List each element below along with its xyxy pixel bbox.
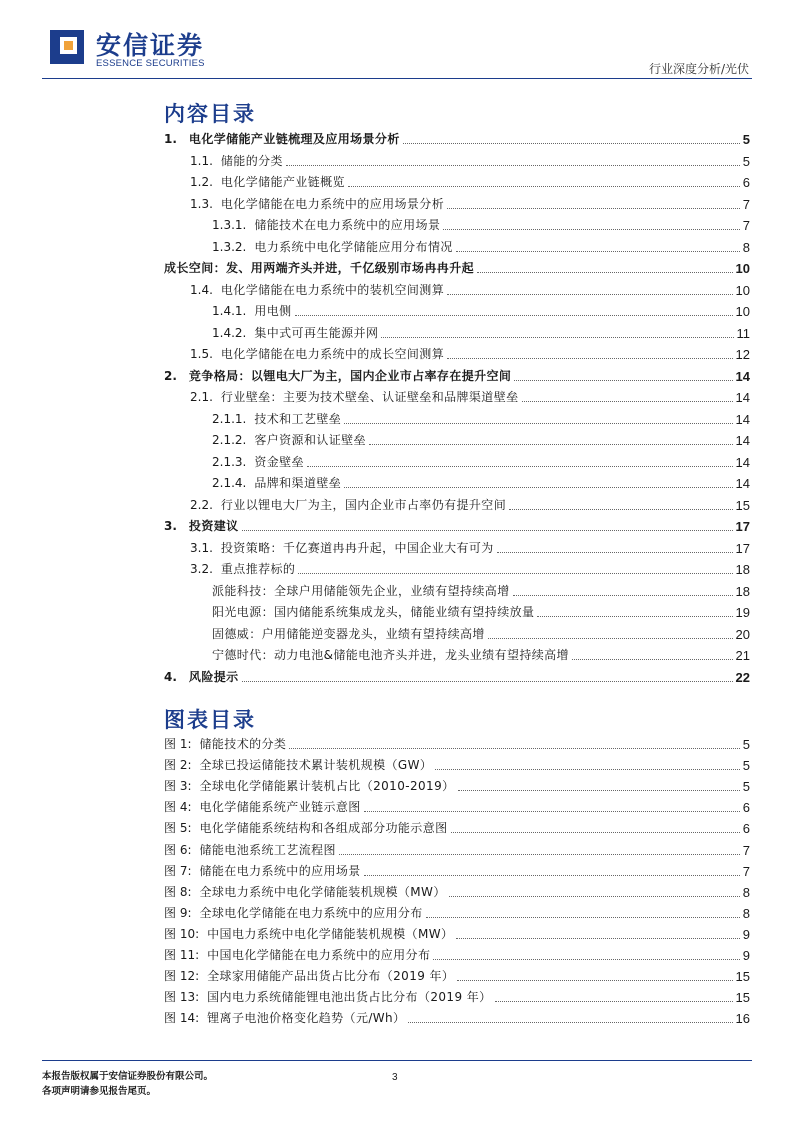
toc-entry-number: 2.1.3. <box>212 454 247 469</box>
figure-entry-number: 图 6: <box>164 842 192 857</box>
toc-entry-number: 2.1.1. <box>212 411 247 426</box>
toc-entry[interactable] <box>190 384 750 405</box>
toc-entry-title: 储能技术在电力系统中的应用场景 <box>254 218 441 232</box>
toc-entry-title: 固德威：户用储能逆变器龙头，业绩有望持续高增 <box>212 626 485 641</box>
toc-entry[interactable] <box>190 191 750 212</box>
toc-entry[interactable] <box>212 449 750 470</box>
toc-entry-page: 6 <box>742 175 750 190</box>
toc-entry[interactable] <box>164 513 750 534</box>
toc-entry-title: 电力系统中电化学储能应用分布情况 <box>254 239 453 254</box>
toc-dot-leader <box>344 487 732 488</box>
toc-entry-page: 14 <box>735 433 750 448</box>
toc-dot-leader <box>369 444 733 445</box>
toc-entry[interactable] <box>212 427 750 448</box>
toc-entry-number: 3.1. <box>190 540 213 555</box>
figure-entry-number: 图 14: <box>164 1011 200 1026</box>
figure-dot-leader <box>451 832 740 833</box>
figure-entry[interactable] <box>164 752 750 773</box>
toc-entry-page: 5 <box>742 132 750 147</box>
toc-entry-title: 阳光电源：国内储能系统集成龙头，储能业绩有望持续放量 <box>212 605 535 619</box>
figure-entry-number: 图 13: <box>164 990 200 1005</box>
toc-dot-leader <box>443 229 739 230</box>
toc-entry-page: 7 <box>742 196 750 212</box>
footer-copyright: 本报告版权属于安信证券股份有限公司。 <box>42 1071 214 1082</box>
toc-entry-number: 1. <box>164 132 177 146</box>
figure-entry-number: 图 2: <box>164 758 192 773</box>
toc-entry[interactable] <box>212 621 750 642</box>
toc-entry-title: 行业以锂电大厂为主，国内企业市占率仍有提升空间 <box>220 497 507 512</box>
figure-entry-title: 中国电化学储能在电力系统中的应用分布 <box>207 948 431 962</box>
toc-entry-number: 3.2. <box>190 562 213 576</box>
toc-entry-number: 1.1. <box>190 153 213 168</box>
toc-entry[interactable] <box>212 406 750 427</box>
figure-entry[interactable] <box>164 837 750 858</box>
figure-entry-title: 国内电力系统储能锂电池出货占比分布（2019 年） <box>207 990 492 1005</box>
figure-entry-number: 图 4: <box>164 800 192 815</box>
toc-entry-number: 2.2. <box>190 497 213 512</box>
toc-entry[interactable] <box>212 578 750 599</box>
figure-entry-title: 全球电化学储能在电力系统中的应用分布 <box>199 905 423 920</box>
figure-list-title: 图表目录 <box>164 708 256 732</box>
toc-entry-page: 19 <box>735 605 750 620</box>
figure-entry-number: 图 12: <box>164 969 200 984</box>
toc-dot-leader <box>381 337 733 338</box>
toc-entry-page: 14 <box>735 390 750 405</box>
header-divider <box>42 78 752 79</box>
figure-entry[interactable] <box>164 731 750 752</box>
toc-entry-title: 电化学储能产业链概览 <box>220 175 345 189</box>
toc-dot-leader <box>447 294 732 295</box>
toc-entry-title: 竞争格局：以锂电大厂为主，国内企业市占率存在提升空间 <box>188 368 512 383</box>
essence-logo-icon <box>50 30 84 64</box>
figure-entry-number: 图 7: <box>164 863 192 878</box>
toc-dot-leader <box>242 681 733 682</box>
figure-dot-leader <box>495 1001 733 1002</box>
toc-dot-leader <box>509 509 732 510</box>
toc-entry-title: 风险提示 <box>188 669 239 684</box>
toc-entry-number: 1.2. <box>190 175 213 189</box>
toc-entry-page: 14 <box>735 411 750 427</box>
toc-entry[interactable] <box>164 255 750 276</box>
toc-entry[interactable] <box>190 556 750 577</box>
toc-dot-leader <box>572 659 733 660</box>
toc-entry[interactable] <box>212 470 750 491</box>
toc-entry-number: 1.4. <box>190 282 213 297</box>
figure-dot-leader <box>289 748 739 749</box>
toc-entry-title: 资金壁垒 <box>254 454 304 469</box>
toc-entry-page: 14 <box>735 454 750 470</box>
toc-entry[interactable] <box>212 642 750 663</box>
footer-divider <box>42 1060 752 1061</box>
toc-entry-number: 2.1.2. <box>212 433 247 447</box>
page-header <box>0 0 793 80</box>
toc-entry-page: 17 <box>735 519 750 534</box>
toc-entry-number: 2.1.4. <box>212 476 247 490</box>
toc-dot-leader <box>477 272 733 273</box>
toc-entry-title: 重点推荐标的 <box>220 562 296 576</box>
figure-entry[interactable] <box>164 773 750 794</box>
toc-entry[interactable] <box>190 277 750 298</box>
figure-entry-title: 全球家用储能产品出货占比分布（2019 年） <box>207 969 455 984</box>
figure-entry[interactable] <box>164 794 750 815</box>
figure-dot-leader <box>364 811 740 812</box>
figure-dot-leader <box>364 875 740 876</box>
toc-entry-number: 4. <box>164 669 177 684</box>
toc-entry-title: 电化学储能在电力系统中的成长空间测算 <box>220 347 445 361</box>
toc-entry-page: 14 <box>735 368 750 384</box>
toc-entry-title: 技术和工艺壁垒 <box>254 411 342 426</box>
toc-entry[interactable] <box>164 363 750 384</box>
toc-entry-title: 电化学储能产业链梳理及应用场景分析 <box>188 132 400 146</box>
figure-entry-page: 6 <box>742 800 750 816</box>
toc-entry-number: 1.4.2. <box>212 325 247 340</box>
toc-entry-page: 15 <box>735 497 750 513</box>
toc-entry-title: 投资策略：千亿赛道冉冉升起，中国企业大有可为 <box>220 540 494 555</box>
toc-dot-leader <box>513 595 733 596</box>
figure-entry[interactable] <box>164 815 750 836</box>
toc-entry[interactable] <box>190 169 750 190</box>
toc-entry-title: 电化学储能在电力系统中的装机空间测算 <box>220 282 445 297</box>
page-number: 3 <box>392 1072 398 1083</box>
toc-entry-number: 3. <box>164 519 177 533</box>
figure-entry-page: 9 <box>742 948 750 963</box>
toc-entry-page: 18 <box>735 562 750 577</box>
toc-dot-leader <box>497 552 733 553</box>
figure-entry[interactable] <box>164 900 750 921</box>
toc-entry-title: 用电侧 <box>254 304 292 318</box>
figure-entry[interactable] <box>164 921 750 942</box>
toc-entry-number: 1.3. <box>190 196 213 211</box>
toc-entry-page: 11 <box>736 325 750 341</box>
figure-entry-title: 电化学储能系统产业链示意图 <box>199 800 361 815</box>
toc-entry-number: 1.3.2. <box>212 239 247 254</box>
toc-entry-title: 集中式可再生能源并网 <box>254 325 379 340</box>
toc-entry-number: 2.1. <box>190 390 213 404</box>
toc-entry-title: 品牌和渠道壁垒 <box>254 476 342 490</box>
figure-entry-title: 电化学储能系统结构和各组成部分功能示意图 <box>199 821 448 836</box>
toc-entry[interactable] <box>212 234 750 255</box>
figure-entry-title: 全球已投运储能技术累计装机规模（GW） <box>199 758 433 773</box>
toc-entry-number: 1.4.1. <box>212 304 247 318</box>
toc-entry-page: 17 <box>735 540 750 556</box>
figure-entry-page: 15 <box>735 969 750 985</box>
toc-dot-leader <box>298 573 732 574</box>
toc-entry[interactable] <box>164 126 750 147</box>
toc-entry-page: 10 <box>735 304 750 319</box>
figure-dot-leader <box>456 938 739 939</box>
toc-dot-leader <box>344 423 732 424</box>
figure-entry-page: 7 <box>742 863 750 879</box>
toc-entry-page: 7 <box>742 218 750 233</box>
toc-entry-number: 1.3.1. <box>212 218 247 232</box>
toc-title: 内容目录 <box>164 102 256 126</box>
toc-entry-page: 8 <box>742 239 750 255</box>
report-type: 行业深度分析/光伏 <box>648 62 749 76</box>
figure-entry-number: 图 1: <box>164 737 192 751</box>
toc-entry[interactable] <box>190 341 750 362</box>
brand-name-cn: 安信证券 <box>96 31 205 60</box>
figure-entry-page: 5 <box>742 737 750 752</box>
figure-entry-page: 5 <box>742 758 750 774</box>
figure-entry[interactable] <box>164 1005 750 1026</box>
figure-entry-page: 7 <box>742 842 750 858</box>
toc-dot-leader <box>537 616 732 617</box>
toc-dot-leader <box>447 358 732 359</box>
figure-entry-page: 5 <box>742 779 750 795</box>
figure-entry-page: 8 <box>742 905 750 921</box>
toc-entry[interactable] <box>190 492 750 513</box>
figure-entry-title: 储能电池系统工艺流程图 <box>199 842 336 857</box>
toc-dot-leader <box>242 530 733 531</box>
toc-entry[interactable] <box>212 298 750 319</box>
figure-entry-number: 图 8: <box>164 884 192 899</box>
toc-entry-page: 10 <box>735 261 750 276</box>
toc-dot-leader <box>295 315 733 316</box>
figure-entry-title: 全球电化学储能累计装机占比（2010-2019） <box>199 779 455 794</box>
toc-entry[interactable] <box>212 599 750 620</box>
toc-entry-title: 宁德时代：动力电池&储能电池齐头并进，龙头业绩有望持续高增 <box>212 648 569 662</box>
toc-entry-title: 电化学储能在电力系统中的应用场景分析 <box>220 196 445 211</box>
toc-entry-title: 行业壁垒：主要为技术壁垒、认证壁垒和品牌渠道壁垒 <box>220 390 519 404</box>
toc-entry-page: 14 <box>735 476 750 491</box>
figure-entry-page: 6 <box>742 821 750 837</box>
footer-disclaimer: 各项声明请参见报告尾页。 <box>42 1086 157 1097</box>
toc-entry[interactable] <box>190 148 750 169</box>
toc-entry[interactable] <box>190 535 750 556</box>
toc-entry-page: 10 <box>735 282 750 298</box>
figure-dot-leader <box>435 769 740 770</box>
toc-entry-title: 派能科技：全球户用储能领先企业，业绩有望持续高增 <box>212 583 510 598</box>
figure-entry[interactable] <box>164 879 750 900</box>
toc-entry-page: 20 <box>735 626 750 642</box>
figure-entry-title: 全球电力系统中电化学储能装机规模（MW） <box>199 884 446 899</box>
toc-entry[interactable] <box>212 320 750 341</box>
toc-entry-page: 12 <box>735 347 750 362</box>
toc-entry-number: 2. <box>164 368 177 383</box>
figure-entry-title: 锂离子电池价格变化趋势（元/Wh） <box>207 1011 406 1026</box>
toc-entry-page: 22 <box>735 669 750 685</box>
figure-dot-leader <box>433 959 739 960</box>
figure-entry-page: 8 <box>742 884 750 900</box>
toc-entry[interactable] <box>164 664 750 685</box>
toc-dot-leader <box>447 208 740 209</box>
figure-entry[interactable] <box>164 858 750 879</box>
figure-dot-leader <box>408 1022 732 1023</box>
figure-entry-number: 图 10: <box>164 926 200 941</box>
figure-entry-page: 9 <box>742 926 750 942</box>
toc-dot-leader <box>488 638 733 639</box>
figure-dot-leader <box>449 896 740 897</box>
figure-entry-number: 图 9: <box>164 905 192 920</box>
toc-dot-leader <box>514 380 732 381</box>
toc-entry-page: 5 <box>742 153 750 169</box>
toc-entry[interactable] <box>212 212 750 233</box>
figure-entry-number: 图 5: <box>164 821 192 836</box>
figure-dot-leader <box>457 980 732 981</box>
figure-entry-title: 储能技术的分类 <box>199 737 287 751</box>
toc-dot-leader <box>403 143 740 144</box>
figure-entry[interactable] <box>164 942 750 963</box>
figure-entry[interactable] <box>164 963 750 984</box>
figure-entry-number: 图 3: <box>164 779 192 794</box>
toc-entry-title: 投资建议 <box>188 519 239 533</box>
figure-entry-number: 图 11: <box>164 948 200 962</box>
figure-dot-leader <box>458 790 740 791</box>
toc-entry-page: 21 <box>735 648 750 663</box>
toc-dot-leader <box>286 165 740 166</box>
figure-entry[interactable] <box>164 984 750 1005</box>
toc-entry-title: 成长空间：发、用两端齐头并进，千亿级别市场冉冉升起 <box>164 261 475 275</box>
toc-entry-number: 1.5. <box>190 347 213 361</box>
toc-entry-title: 客户资源和认证壁垒 <box>254 433 366 447</box>
figure-entry-title: 储能在电力系统中的应用场景 <box>199 863 361 878</box>
figure-entry-title: 中国电力系统中电化学储能装机规模（MW） <box>207 926 454 941</box>
toc-entry-page: 18 <box>735 583 750 599</box>
toc-dot-leader <box>348 186 740 187</box>
figure-dot-leader <box>426 917 740 918</box>
toc-entry-title: 储能的分类 <box>220 153 283 168</box>
toc-dot-leader <box>456 251 740 252</box>
brand-name-en: ESSENCE SECURITIES <box>96 58 205 69</box>
figure-dot-leader <box>339 854 740 855</box>
figure-entry-page: 16 <box>735 1011 750 1027</box>
toc-dot-leader <box>307 466 733 467</box>
figure-entry-page: 15 <box>735 990 750 1006</box>
toc-dot-leader <box>522 401 733 402</box>
